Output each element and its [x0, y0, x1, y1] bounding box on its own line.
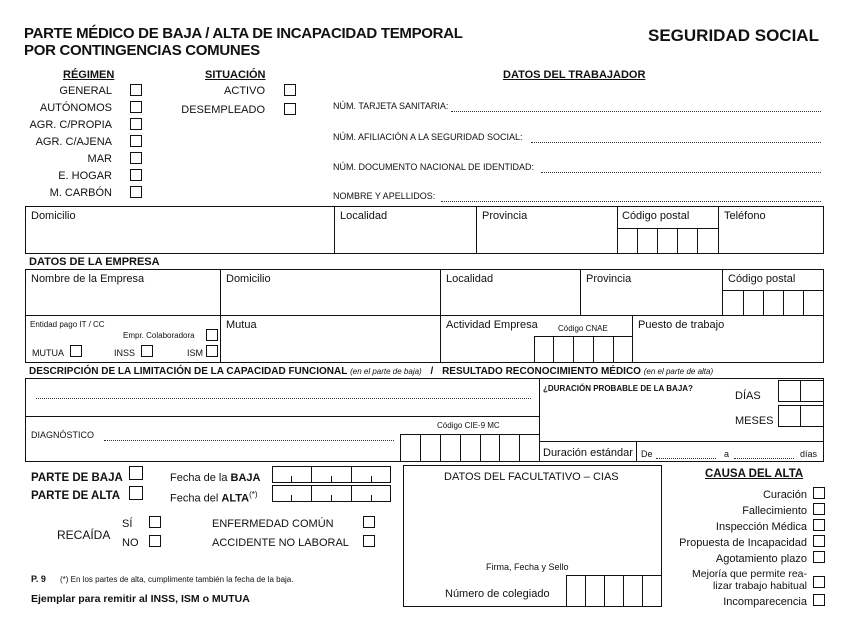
- facultativo-heading: DATOS DEL FACULTATIVO – CIAS: [444, 471, 619, 483]
- parte-alta-label: PARTE DE ALTA: [31, 490, 121, 502]
- empresa-cp-label: Código postal: [728, 273, 796, 285]
- dni-field[interactable]: [541, 172, 821, 173]
- empr-colaboradora-label: Empr. Colaboradora: [123, 331, 195, 340]
- meses-input-2[interactable]: [800, 405, 824, 427]
- causa-curacion-checkbox[interactable]: [813, 487, 825, 499]
- parte-baja-checkbox[interactable]: [129, 466, 143, 480]
- situacion-activo-checkbox[interactable]: [284, 84, 296, 96]
- situacion-heading: SITUACIÓN: [205, 69, 266, 81]
- mutua-checkbox-label: MUTUA: [32, 348, 64, 358]
- meses-input-1[interactable]: [778, 405, 801, 427]
- footer-note: (*) En los partes de alta, cumplimente también la fecha de la baja.: [60, 575, 294, 584]
- resultado-heading: RESULTADO RECONOCIMIENTO MÉDICO: [442, 366, 641, 377]
- empresa-heading: DATOS DE LA EMPRESA: [29, 256, 160, 268]
- situacion-desempleado-label: DESEMPLEADO: [181, 104, 265, 116]
- fecha-alta-prefix: Fecha del: [170, 492, 222, 505]
- situacion-activo-label: ACTIVO: [224, 85, 265, 97]
- recaida-si-checkbox[interactable]: [149, 516, 161, 528]
- form-code: P. 9: [31, 574, 46, 584]
- regimen-mar-label: MAR: [87, 153, 112, 165]
- dni-label: NÚM. DOCUMENTO NACIONAL DE IDENTIDAD:: [333, 162, 535, 172]
- regimen-carbon-checkbox[interactable]: [130, 186, 142, 198]
- mutua-label: Mutua: [226, 319, 257, 331]
- fecha-baja-bold: BAJA: [230, 472, 261, 484]
- tarjeta-sanitaria-field[interactable]: [451, 111, 821, 112]
- causa-inspeccion-label: Inspección Médica: [715, 521, 807, 533]
- codigo-cnae-label: Código CNAE: [558, 324, 608, 333]
- dias-input-2[interactable]: [800, 380, 824, 402]
- causa-mejoria-label-2: lizar trabajo habitual: [713, 580, 807, 592]
- enfermedad-comun-label: ENFERMEDAD COMÚN: [212, 518, 334, 530]
- duracion-de-field[interactable]: [656, 458, 716, 459]
- diagnostico-label: DIAGNÓSTICO: [31, 430, 95, 440]
- situacion-desempleado-checkbox[interactable]: [284, 103, 296, 115]
- trabajador-localidad-label: Localidad: [340, 210, 388, 222]
- regimen-general-checkbox[interactable]: [130, 84, 142, 96]
- puesto-trabajo-label: Puesto de trabajo: [638, 319, 725, 331]
- fecha-baja-label: [170, 472, 261, 484]
- descripcion-field[interactable]: [36, 398, 531, 399]
- nombre-apellidos-field[interactable]: [441, 201, 821, 202]
- causa-mejoria-label-1: Mejoría que permite rea-: [692, 568, 807, 580]
- causa-propuesta-checkbox[interactable]: [813, 535, 825, 547]
- parte-baja-label: PARTE DE BAJA: [31, 472, 123, 484]
- regimen-hogar-label: E. HOGAR: [58, 170, 112, 182]
- trabajador-domicilio-label: Domicilio: [31, 210, 76, 222]
- dias-input-1[interactable]: [778, 380, 801, 402]
- causa-propuesta-label: Propuesta de Incapacidad: [679, 537, 807, 549]
- ism-checkbox-label: ISM: [187, 348, 204, 358]
- empr-colaboradora-checkbox[interactable]: [206, 329, 218, 341]
- fecha-alta-label: [170, 490, 258, 505]
- causa-alta-heading: CAUSA DEL ALTA: [705, 468, 804, 480]
- dias-label: DÍAS: [735, 390, 761, 402]
- descripcion-heading-note: (en el parte de baja): [350, 367, 422, 376]
- ism-checkbox[interactable]: [206, 345, 218, 357]
- codigo-cie-label: Código CIE-9 MC: [437, 421, 500, 430]
- duracion-a-field[interactable]: [734, 458, 794, 459]
- recaida-no-checkbox[interactable]: [149, 535, 161, 547]
- diagnostico-field[interactable]: [104, 440, 394, 441]
- resultado-heading-note: (en el parte de alta): [643, 367, 714, 376]
- causa-incomparecencia-label: Incomparecencia: [723, 596, 807, 608]
- empresa-localidad-label: Localidad: [446, 273, 494, 285]
- regimen-agr-propia-checkbox[interactable]: [130, 118, 142, 130]
- form-title-line1: PARTE MÉDICO DE BAJA / ALTA DE INCAPACIDAD TEMPORAL: [24, 25, 463, 42]
- descripcion-block: [25, 378, 824, 462]
- causa-incomparecencia-checkbox[interactable]: [813, 594, 825, 606]
- empresa-provincia-label: Provincia: [586, 273, 632, 285]
- trabajador-heading: DATOS DEL TRABAJADOR: [503, 69, 646, 81]
- actividad-empresa-label: Actividad Empresa: [446, 319, 538, 331]
- descripcion-sep: /: [430, 366, 434, 377]
- trabajador-address-row: [25, 206, 824, 254]
- fecha-baja-prefix: Fecha de la: [170, 472, 231, 484]
- regimen-hogar-checkbox[interactable]: [130, 169, 142, 181]
- form-title-line2: POR CONTINGENCIAS COMUNES: [24, 42, 260, 59]
- duracion-a-label: a: [724, 449, 730, 459]
- regimen-heading: RÉGIMEN: [63, 69, 115, 81]
- regimen-carbon-label: M. CARBÓN: [49, 187, 112, 199]
- regimen-mar-checkbox[interactable]: [130, 152, 142, 164]
- afiliacion-label: NÚM. AFILIACIÓN A LA SEGURIDAD SOCIAL:: [333, 132, 523, 142]
- causa-fallecimiento-checkbox[interactable]: [813, 503, 825, 515]
- parte-alta-checkbox[interactable]: [129, 486, 143, 500]
- regimen-autonomos-label: AUTÓNOMOS: [39, 102, 112, 114]
- inss-checkbox[interactable]: [141, 345, 153, 357]
- causa-fallecimiento-label: Fallecimiento: [742, 505, 807, 517]
- tarjeta-sanitaria-label: NÚM. TARJETA SANITARIA:: [333, 101, 449, 111]
- regimen-autonomos-checkbox[interactable]: [130, 101, 142, 113]
- duracion-dias-label: días: [800, 449, 818, 459]
- descripcion-heading-line: [29, 366, 713, 377]
- recaida-si-label: SÍ: [122, 518, 133, 530]
- recaida-label: RECAÍDA: [57, 528, 111, 542]
- entidad-pago-label: Entidad pago IT / CC: [30, 320, 105, 329]
- duracion-probable-label: ¿DURACIÓN PROBABLE DE LA BAJA?: [543, 384, 693, 393]
- empresa-nombre-label: Nombre de la Empresa: [31, 273, 145, 285]
- accidente-no-laboral-label: ACCIDENTE NO LABORAL: [212, 537, 349, 549]
- recaida-no-label: NO: [122, 537, 139, 549]
- duracion-de-label: De: [641, 449, 653, 459]
- mutua-checkbox[interactable]: [70, 345, 82, 357]
- ejemplar-label: Ejemplar para remitir al INSS, ISM o MUTUA: [31, 593, 250, 605]
- trabajador-provincia-label: Provincia: [482, 210, 528, 222]
- trabajador-telefono-label: Teléfono: [724, 210, 766, 222]
- descripcion-heading: DESCRIPCIÓN DE LA LIMITACIÓN DE LA CAPACIDAD FUNCIONAL: [29, 366, 348, 377]
- trabajador-cp-label: Código postal: [622, 210, 690, 222]
- meses-label: MESES: [735, 415, 774, 427]
- causa-inspeccion-checkbox[interactable]: [813, 519, 825, 531]
- causa-curacion-label: Curación: [762, 489, 807, 501]
- causa-agotamiento-checkbox[interactable]: [813, 551, 825, 563]
- causa-agotamiento-label: Agotamiento plazo: [715, 553, 807, 565]
- regimen-agr-ajena-checkbox[interactable]: [130, 135, 142, 147]
- fecha-alta-bold: ALTA: [221, 492, 250, 505]
- regimen-agr-ajena-label: AGR. C/AJENA: [35, 136, 112, 148]
- duracion-estandar-label: Duración estándar: [543, 447, 633, 459]
- fecha-alta-sup: (*): [249, 490, 258, 499]
- firma-label: Firma, Fecha y Sello: [486, 562, 569, 572]
- afiliacion-field[interactable]: [531, 142, 821, 143]
- empresa-domicilio-label: Domicilio: [226, 273, 271, 285]
- enfermedad-comun-checkbox[interactable]: [363, 516, 375, 528]
- organization-name: SEGURIDAD SOCIAL: [648, 26, 819, 45]
- nombre-apellidos-label: NOMBRE Y APELLIDOS:: [333, 191, 436, 201]
- regimen-agr-propia-label: AGR. C/PROPIA: [29, 119, 112, 131]
- causa-mejoria-checkbox[interactable]: [813, 576, 825, 588]
- regimen-general-label: GENERAL: [59, 85, 112, 97]
- inss-checkbox-label: INSS: [114, 348, 136, 358]
- accidente-no-laboral-checkbox[interactable]: [363, 535, 375, 547]
- colegiado-label: Número de colegiado: [445, 588, 550, 600]
